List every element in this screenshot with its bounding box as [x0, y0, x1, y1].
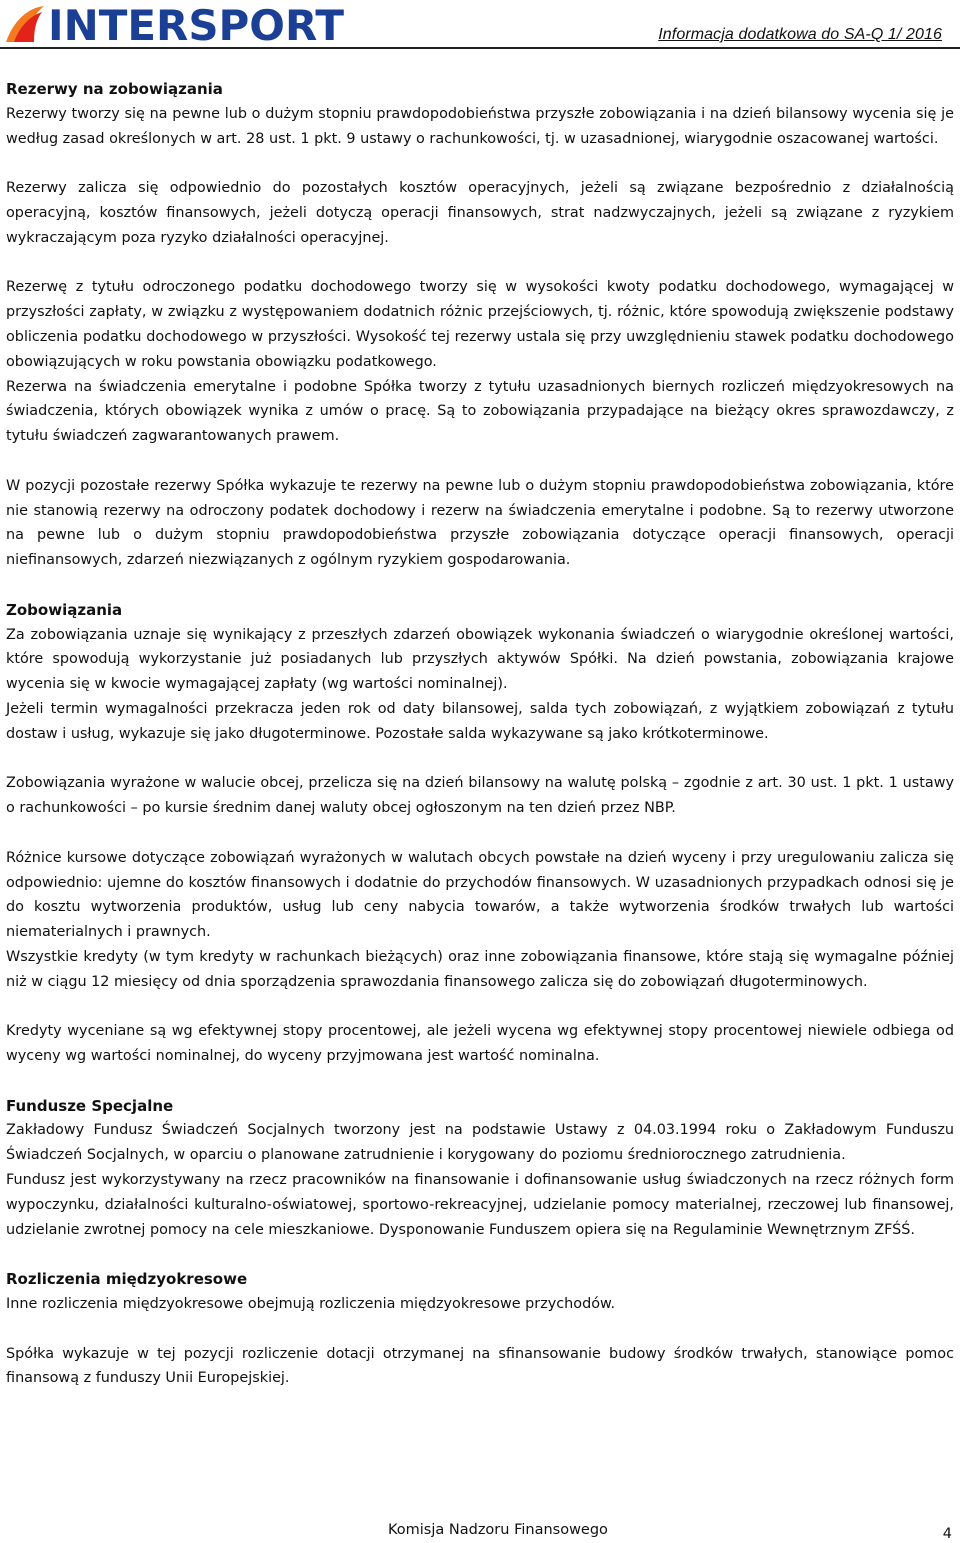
- section-heading-rozliczenia: Rozliczenia międzyokresowe: [6, 1270, 248, 1289]
- page-number: 4: [942, 1526, 952, 1542]
- paragraph: Zakładowy Fundusz Świadczeń Socjalnych tworzony jest na podstawie Ustawy z 04.03.1994 roku o Zakładowym Funduszu Świadczeń Socjalnych, w oparciu o planowane zatrudnienie i korygowany do poziomu średniorocznego zatrudnienia.: [6, 1122, 954, 1164]
- footer-text: Komisja Nadzoru Finansowego: [388, 1522, 608, 1538]
- section-heading-fundusze: Fundusze Specjalne: [6, 1096, 174, 1115]
- paragraph: Spółka wykazuje w tej pozycji rozliczenie dotacji otrzymanej na sfinansowanie budowy środków trwałych, stanowiące pomoc finansową z funduszy Unii Europejskiej.: [6, 1345, 954, 1387]
- paragraph: Za zobowiązania uznaje się wynikający z przeszłych zdarzeń obowiązek wykonania świadczeń o wiarygodnie określonej wartości, które spowodują wykorzystanie już posiadanych lub przyszłych aktywów Spółki. Na dzień powstania, zobowiązania krajowe wycenia się w kwocie wymagającej zapłaty (wg wartości nominalnej).: [6, 626, 954, 693]
- header-divider: [0, 47, 960, 49]
- paragraph: Wszystkie kredyty (w tym kredyty w rachunkach bieżących) oraz inne zobowiązania finansowe, które stają się wymagalne później niż w ciągu 12 miesięcy od dnia sporządzenia sprawozdania finansowego zalicza się do zobowiązań długoterminowych.: [6, 948, 954, 990]
- paragraph: Jeżeli termin wymagalności przekracza jeden rok od daty bilansowej, salda tych zobowiązań, z wyjątkiem zobowiązań z tytułu dostaw i usług, wykazuje się jako długoterminowe. Pozostałe salda wykazywane są jako krótkoterminowe.: [6, 700, 954, 742]
- intersport-logo: [4, 2, 349, 44]
- page-header: [0, 0, 960, 50]
- paragraph: Rezerwa na świadczenia emerytalne i podobne Spółka tworzy z tytułu uzasadnionych biernych rozliczeń międzyokresowych na świadczenia, których obowiązek wynika z umów o pracę. Są to zobowiązania przypadające na bieżący okres sprawozdawczy, z tytułu świadczeń zagwarantowanych prawem.: [6, 378, 954, 445]
- paragraph: Kredyty wyceniane są wg efektywnej stopy procentowej, ale jeżeli wycena wg efektywnej stopy procentowej niewiele odbiega od wyceny wg wartości nominalnej, do wyceny przyjmowana jest wartość nominalna.: [6, 1023, 954, 1065]
- paragraph: Inne rozliczenia międzyokresowe obejmują rozliczenia międzyokresowe przychodów.: [6, 1296, 616, 1313]
- svg-text:INTERSPORT: INTERSPORT: [48, 2, 345, 44]
- section-heading-zobowiazania: Zobowiązania: [6, 600, 123, 619]
- paragraph: Różnice kursowe dotyczące zobowiązań wyrażonych w walutach obcych powstałe na dzień wyceny i przy uregulowaniu zalicza się odpowiednio: ujemne do kosztów finansowych i dodatnie do przychodów finansowych. W uzasadnionych przypadkach odnosi się je do kosztu wytworzenia produktów, usług lub ceny nabycia towarów, a także wytworzenia środków trwałych lub wartości niematerialnych i prawnych.: [6, 849, 954, 941]
- paragraph: Zobowiązania wyrażone w walucie obcej, przelicza się na dzień bilansowy na walutę polską – zgodnie z art. 30 ust. 1 pkt. 1 ustawy o rachunkowości – po kursie średnim danej waluty obcej ogłoszonym na ten dzień przez NBP.: [6, 775, 954, 817]
- section-heading-rezerwy: Rezerwy na zobowiązania: [6, 80, 223, 98]
- paragraph: Fundusz jest wykorzystywany na rzecz pracowników na finansowanie i dofinansowanie usług świadczonych na rzecz różnych form wypoczynku, działalności kulturalno-oświatowej, sportowo-rekreacyjnej, udzielanie pomocy materialnej, rzeczowej lub finansowej, udzielanie zwrotnej pomocy na cele mieszkaniowe. Dysponowanie Funduszem opiera się na Regulaminie Wewnętrznym ZFŚŚ.: [6, 1172, 954, 1238]
- paragraph: W pozycji pozostałe rezerwy Spółka wykazuje te rezerwy na pewne lub o dużym stopniu prawdopodobieństwa zobowiązania, które nie stanowią rezerwy na odroczony podatek dochodowy i rezerw na świadczenia emerytalne i podobne. Są to rezerwy utworzone na pewne lub o dużym stopniu prawdopodobieństwa przyszłe zobowiązania dotyczące operacji finansowych, operacji niefinansowych, zdarzeń niezwiązanych z ogólnym ryzykiem gospodarowania.: [6, 477, 954, 569]
- paragraph: Rezerwę z tytułu odroczonego podatku dochodowego tworzy się w wysokości kwoty podatku dochodowego, wymagającej w przyszłości zapłaty, w związku z występowaniem dodatnich różnic przejściowych, tj. różnic, które spowodują zwiększenie podstawy obliczenia podatku dochodowego w przyszłości. Wysokość tej rezerwy ustala się przy uwzględnieniu stawek podatku dochodowego obowiązujących w roku powstania obowiązku podatkowego.: [6, 279, 954, 370]
- paragraph: Rezerwy tworzy się na pewne lub o dużym stopniu prawdopodobieństwa przyszłe zobowiązania i na dzień bilansowy wycenia się je według zasad określonych w art. 28 ust. 1 pkt. 9 ustawy o rachunkowości, tj. w uzasadnionej, wiarygodnie oszacowanej wartości.: [6, 105, 954, 147]
- document-title: Informacja dodatkowa do SA-Q 1/ 2016: [658, 26, 942, 43]
- paragraph: Rezerwy zalicza się odpowiednio do pozostałych kosztów operacyjnych, jeżeli są związane bezpośrednio z działalnością operacyjną, kosztów finansowych, jeżeli dotyczą operacji finansowych, strat nadzwyczajnych, jeżeli są związane z ryzykiem wykraczającym poza ryzyko działalności operacyjnej.: [6, 180, 954, 246]
- document-body: [6, 77, 954, 1391]
